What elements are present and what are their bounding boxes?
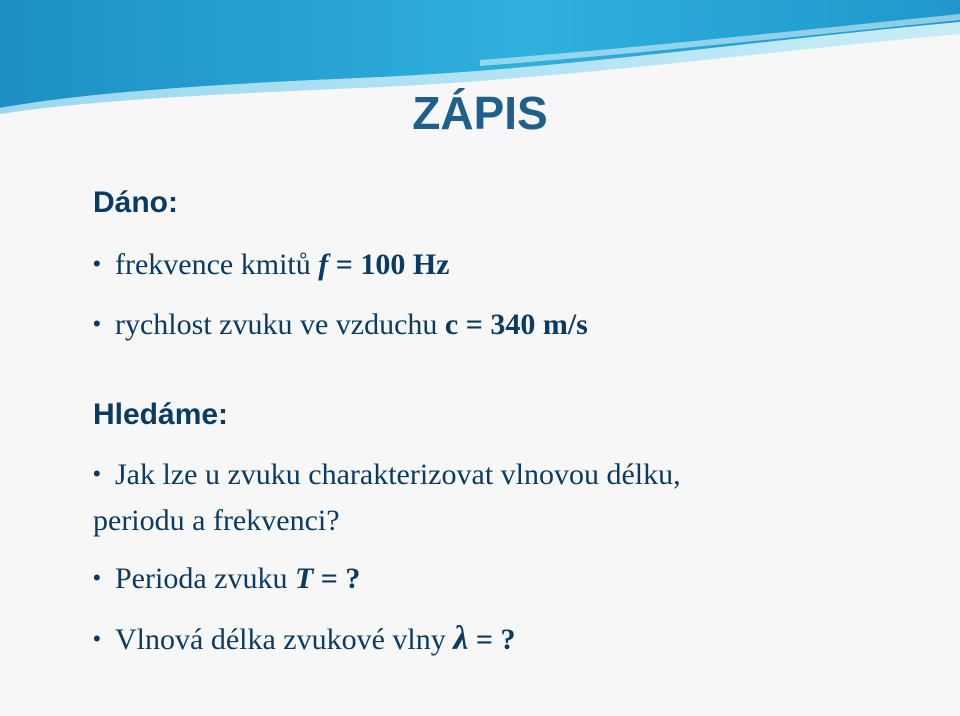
find-wavelength-value: = ? (468, 623, 516, 656)
given-item-frequency (93, 248, 450, 282)
given-item-speed (93, 308, 588, 342)
find-wavelength (93, 620, 515, 658)
bullet-icon: • (93, 461, 101, 486)
find-wavelength-symbol: λ (453, 620, 469, 657)
find-question-line2: periodu a frekvenci? (93, 504, 340, 537)
given-item-speed-value: c = 340 m/s (444, 308, 588, 341)
bullet-icon: • (93, 626, 101, 651)
given-item-speed-text: rychlost zvuku ve vzduchu (115, 308, 445, 341)
given-heading: Dáno: (93, 186, 178, 219)
find-heading: Hledáme: (93, 398, 229, 431)
find-period-symbol: T (294, 562, 314, 595)
find-wavelength-text: Vlnová délka zvukové vlny (115, 623, 454, 656)
given-item-frequency-symbol: f (318, 248, 329, 281)
find-question-line1 (93, 458, 681, 492)
find-question-line1-text: Jak lze u zvuku charakterizovat vlnovou délku, (115, 458, 681, 491)
bullet-icon: • (93, 311, 101, 336)
find-period-text: Perioda zvuku (115, 562, 295, 595)
slide-title: ZÁPIS (412, 87, 548, 139)
bullet-icon: • (93, 251, 101, 276)
find-period (93, 562, 360, 596)
given-item-frequency-text: frekvence kmitů (115, 248, 319, 281)
find-period-value: = ? (313, 562, 361, 595)
bullet-icon: • (93, 565, 101, 590)
given-item-frequency-value: = 100 Hz (328, 248, 450, 281)
